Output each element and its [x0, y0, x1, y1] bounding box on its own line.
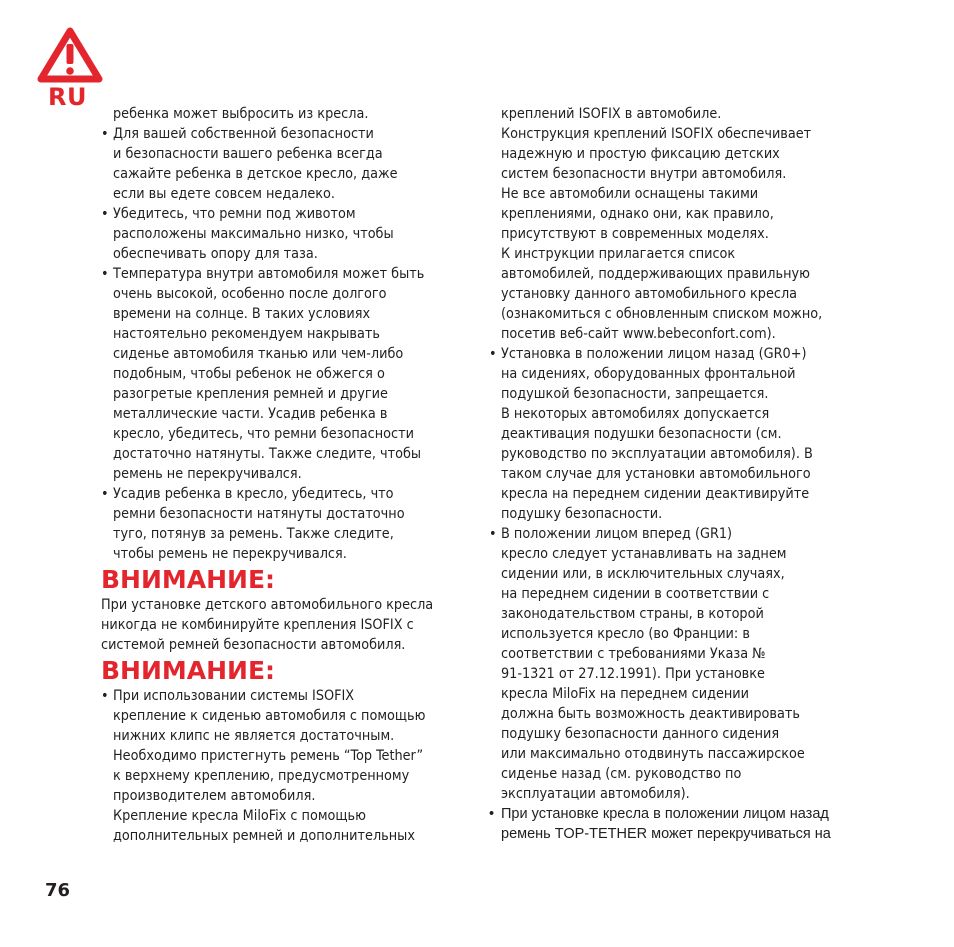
- text-line: разогретые крепления ремней и другие: [113, 386, 388, 402]
- text-line: Температура внутри автомобиля может быть: [113, 266, 425, 282]
- text-line: При установке кресла в положении лицом назад: [501, 806, 829, 822]
- text-line: или максимально отодвинуть пассажирское: [501, 746, 805, 762]
- text-line: подушку безопасности.: [501, 506, 663, 522]
- bullet-dot: •: [489, 526, 497, 542]
- text-line: системой ремней безопасности автомобиля.: [101, 637, 406, 653]
- text-line: очень высокой, особенно после долгого: [113, 286, 387, 302]
- text-line: кресла на переднем сидении деактивируйте: [501, 486, 810, 502]
- text-line: Необходимо пристегнуть ремень “Top Tether”: [113, 748, 424, 764]
- warning-heading: ВНИМАНИЕ:: [101, 565, 276, 594]
- text-line: систем безопасности внутри автомобиля.: [501, 166, 787, 182]
- text-line: если вы едете совсем недалеко.: [113, 186, 335, 202]
- continuation-paragraph: [489, 104, 864, 344]
- bullet-item: [101, 124, 471, 204]
- text-line: на сидениях, оборудованных фронтальной: [501, 366, 796, 382]
- bullet-dot: •: [101, 688, 109, 704]
- text-line: автомобилей, поддерживающих правильную: [501, 266, 810, 282]
- text-line: В некоторых автомобилях допускается: [501, 406, 770, 422]
- bullet-dot: •: [101, 206, 109, 222]
- text-line: крепление к сиденью автомобиля с помощью: [113, 708, 426, 724]
- warning-heading: ВНИМАНИЕ:: [101, 656, 276, 685]
- text-line: Крепление кресла MiloFix с помощью: [113, 808, 366, 824]
- text-line: металлические части. Усадив ребенка в: [113, 406, 388, 422]
- bullet-item: [101, 686, 471, 846]
- text-line: кресло, убедитесь, что ремни безопасности: [113, 426, 414, 442]
- language-code: RU: [48, 83, 87, 111]
- text-line: к верхнему креплению, предусмотренному: [113, 768, 410, 784]
- text-line: сажайте ребенка в детское кресло, даже: [113, 166, 398, 182]
- bullet-dot: •: [101, 486, 109, 502]
- text-line: подушкой безопасности, запрещается.: [501, 386, 769, 402]
- text-line: чтобы ремень не перекручивался.: [113, 546, 347, 562]
- text-line: сиденье назад (см. руководство по: [501, 766, 742, 782]
- bullet-dot: •: [489, 806, 495, 822]
- text-line: ребенка может выбросить из кресла.: [113, 106, 369, 122]
- text-line: никогда не комбинируйте крепления ISOFIX с: [101, 617, 414, 633]
- text-line: Конструкция креплений ISOFIX обеспечивает: [501, 126, 812, 142]
- text-line: Установка в положении лицом назад (GR0+): [501, 346, 807, 362]
- text-line: туго, потянув за ремень. Также следите,: [113, 526, 394, 542]
- page-number: 76: [45, 880, 71, 901]
- bullet-item: [489, 804, 864, 844]
- text-line: 91-1321 от 27.12.1991). При установке: [501, 666, 765, 682]
- text-line: дополнительных ремней и дополнительных: [113, 828, 415, 844]
- text-line: К инструкции прилагается список: [501, 246, 736, 262]
- text-line: ремень не перекручивался.: [113, 466, 302, 482]
- text-line: законодательством страны, в которой: [501, 606, 764, 622]
- text-line: используется кресло (во Франции: в: [501, 626, 750, 642]
- text-line: При использовании системы ISOFIX: [113, 688, 355, 704]
- bullet-item: [489, 344, 864, 524]
- text-line: должна быть возможность деактивировать: [501, 706, 800, 722]
- text-line: эксплуатации автомобиля).: [501, 786, 690, 802]
- text-line: руководство по эксплуатации автомобиля). В: [501, 446, 813, 462]
- text-line: настоятельно рекомендуем накрывать: [113, 326, 380, 342]
- text-line: кресла MiloFix на переднем сидении: [501, 686, 750, 702]
- text-line: ремень TOP-TETHER может перекручиваться на: [501, 826, 831, 842]
- text-line: сидении или, в исключительных случаях,: [501, 566, 785, 582]
- bullet-dot: •: [101, 266, 109, 282]
- text-line: В положении лицом вперед (GR1): [501, 526, 733, 542]
- text-line: ремни безопасности натянуты достаточно: [113, 506, 405, 522]
- text-line: Для вашей собственной безопасности: [113, 126, 374, 142]
- text-line: Усадив ребенка в кресло, убедитесь, что: [113, 486, 394, 502]
- text-line: надежную и простую фиксацию детских: [501, 146, 780, 162]
- text-line: посетив веб-сайт www.bebeconfort.com).: [501, 326, 776, 342]
- text-line: кресло следует устанавливать на заднем: [501, 546, 787, 562]
- text-line: таком случае для установки автомобильного: [501, 466, 811, 482]
- text-line: времени на солнце. В таких условиях: [113, 306, 371, 322]
- text-line: (ознакомиться с обновленным списком можно,: [501, 306, 823, 322]
- bullet-item: [101, 204, 471, 264]
- text-line: креплений ISOFIX в автомобиле.: [501, 106, 722, 122]
- text-line: нижних клипс не является достаточным.: [113, 728, 395, 744]
- text-line: достаточно натянуты. Также следите, чтобы: [113, 446, 422, 462]
- text-line: Не все автомобили оснащены такими: [501, 186, 759, 202]
- bullet-dot: •: [489, 346, 497, 362]
- bullet-dot: •: [101, 126, 109, 142]
- text-line: Убедитесь, что ремни под животом: [113, 206, 356, 222]
- text-line: установку данного автомобильного кресла: [501, 286, 798, 302]
- text-line: и безопасности вашего ребенка всегда: [113, 146, 383, 162]
- warning-triangle-icon: [37, 27, 103, 84]
- text-line: производителем автомобиля.: [113, 788, 316, 804]
- bullet-item: [101, 264, 471, 484]
- text-line: соответствии с требованиями Указа №: [501, 646, 766, 662]
- bullet-item: [489, 524, 864, 804]
- text-line: обеспечивать опору для таза.: [113, 246, 318, 262]
- text-line: присутствуют в современных моделях.: [501, 226, 769, 242]
- text-line: расположены максимально низко, чтобы: [113, 226, 394, 242]
- left-column: [101, 104, 471, 846]
- text-line: сиденье автомобиля тканью или чем-либо: [113, 346, 404, 362]
- right-column: [489, 104, 864, 844]
- text-line: подобным, чтобы ребенок не обжегся о: [113, 366, 385, 382]
- text-line: креплениями, однако они, как правило,: [501, 206, 774, 222]
- text-line: подушку безопасности данного сидения: [501, 726, 780, 742]
- text-line: деактивация подушки безопасности (см.: [501, 426, 782, 442]
- bullet-item: [101, 484, 471, 564]
- text-line: При установке детского автомобильного кресла: [101, 597, 434, 613]
- text-line: на переднем сидении в соответствии с: [501, 586, 770, 602]
